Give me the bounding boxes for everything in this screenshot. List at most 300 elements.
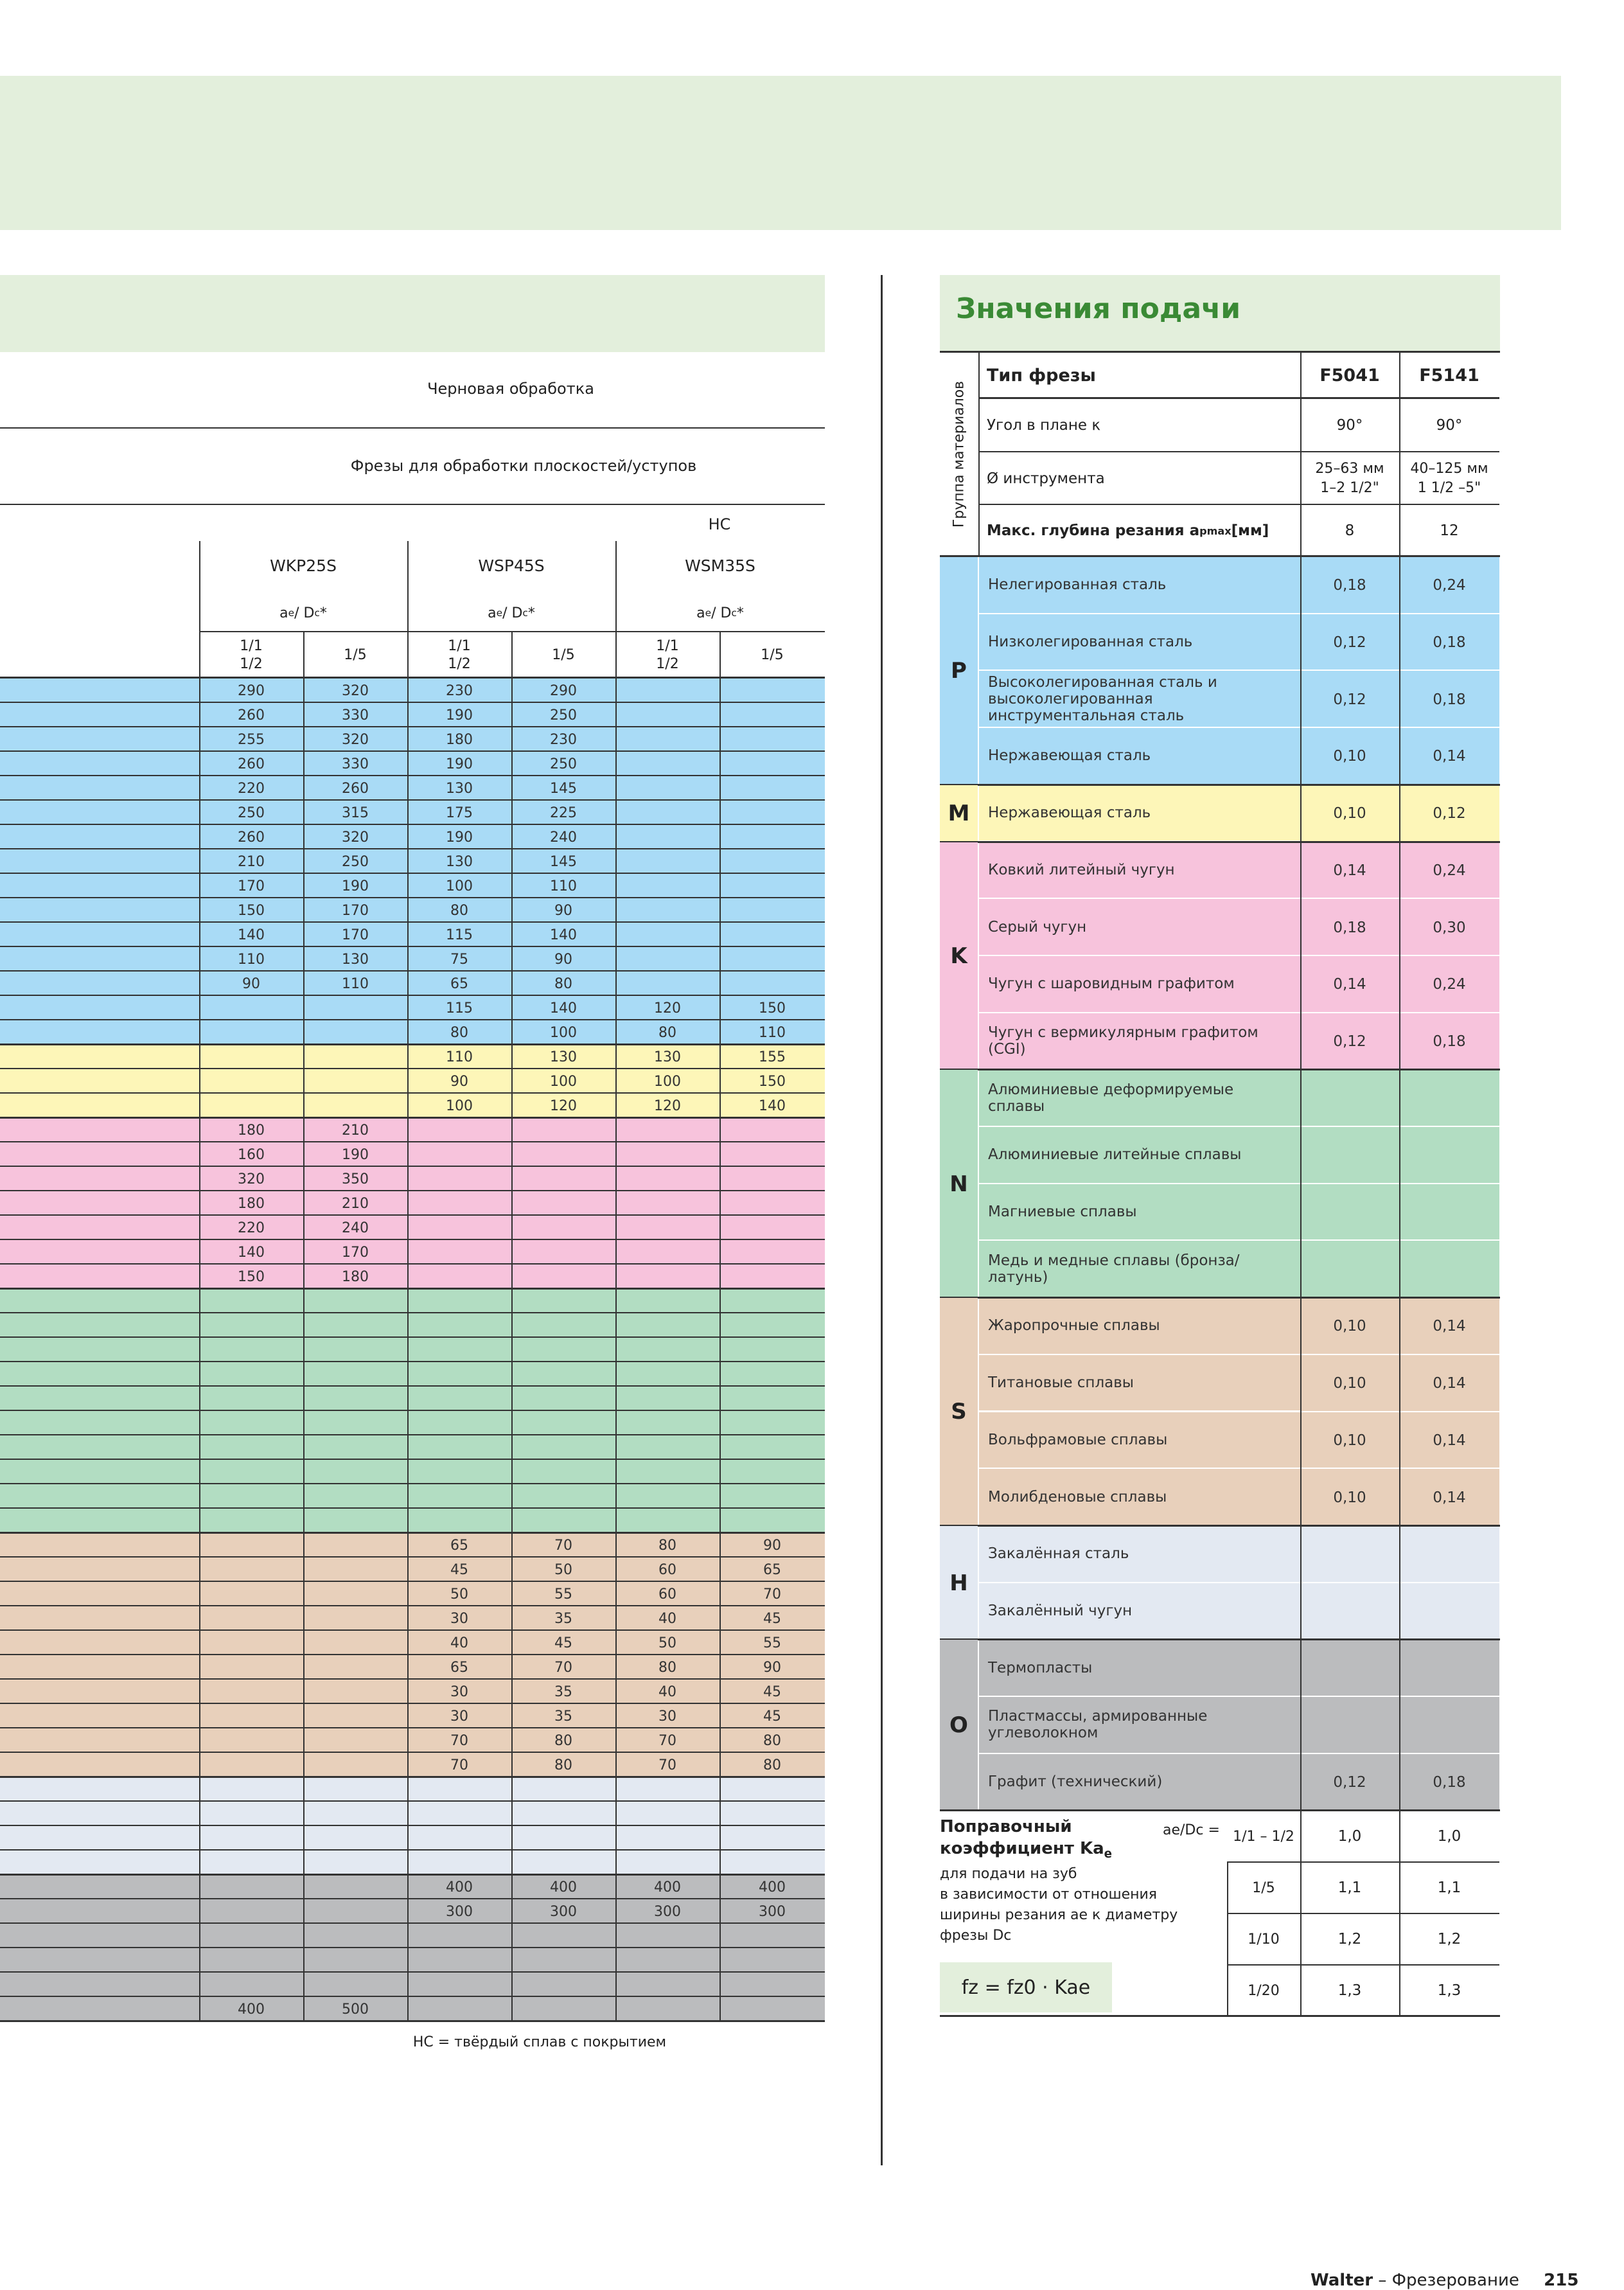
table-cell (199, 1899, 303, 1924)
table-cell: 90 (242, 975, 260, 992)
table-cell: 65 (450, 975, 468, 992)
grid-line (407, 679, 409, 2021)
table-cell: 350 (342, 1171, 369, 1187)
table-cell: 150 (238, 1268, 265, 1285)
table-cell: 170 (342, 927, 369, 943)
table-cell (199, 1509, 303, 1533)
table-cell (615, 1924, 719, 1948)
table-cell (303, 1338, 407, 1362)
table-cell: 45 (450, 1561, 468, 1578)
table-cell (511, 1142, 615, 1167)
table-cell (407, 1826, 511, 1851)
table-cell (719, 1997, 825, 2021)
feed-value-f5041 (1300, 1070, 1399, 1127)
group-letter-h: H (940, 1526, 978, 1640)
table-cell (407, 1411, 511, 1435)
table-cell (615, 1460, 719, 1484)
table-cell (407, 1851, 511, 1875)
feed-value-f5141: 0,14 (1399, 1469, 1499, 1526)
table-cell: 150 (238, 902, 265, 919)
group-letter-m: M (940, 785, 978, 842)
grid-line (1300, 352, 1302, 556)
table-cell (199, 1094, 303, 1118)
table-cell: 140 (550, 927, 577, 943)
table-cell (199, 1460, 303, 1484)
ratio-value: 1/1 – 1/2 (1233, 1828, 1294, 1845)
grid-line (978, 557, 979, 1811)
table-cell (615, 1167, 719, 1191)
feed-value-f5141: 0,18 (1399, 1754, 1499, 1811)
head-label: Тип фрезы (987, 365, 1096, 386)
correction-title: Поправочный (940, 1817, 1072, 1837)
table-cell: 190 (342, 1146, 369, 1163)
table-cell (719, 874, 825, 898)
table-cell (615, 679, 719, 703)
table-cell: 50 (658, 1635, 676, 1651)
table-cell: 400 (759, 1879, 786, 1895)
table-cell (407, 1216, 511, 1240)
table-cell (303, 1362, 407, 1387)
table-cell (511, 1997, 615, 2021)
table-cell: 115 (446, 927, 473, 943)
grade-wsm35s: WSM35S (685, 556, 755, 575)
table-cell (199, 996, 303, 1020)
table-cell (719, 1826, 825, 1851)
table-cell (303, 1924, 407, 1948)
table-cell: 110 (759, 1024, 786, 1041)
table-cell (199, 1338, 303, 1362)
tool-diameter (1300, 452, 1399, 505)
table-cell (615, 1777, 719, 1802)
feed-value-f5041: 0,12 (1300, 671, 1399, 728)
table-cell: 40 (658, 1610, 676, 1627)
table-cell: 250 (238, 804, 265, 821)
grade-wkp25s: WKP25S (270, 556, 337, 575)
table-cell: 400 (238, 2001, 265, 2018)
table-cell (511, 1484, 615, 1509)
feed-value-f5141: 0,14 (1399, 728, 1499, 785)
column-label-line: 1/1 (656, 638, 679, 654)
table-cell (511, 1387, 615, 1411)
table-cell (303, 1655, 407, 1680)
table-cell (303, 1387, 407, 1411)
table-cell: 110 (342, 975, 369, 992)
head-label: Угол в плане κ (987, 417, 1100, 434)
table-cell (615, 1240, 719, 1265)
table-cell (719, 849, 825, 874)
table-cell (303, 996, 407, 1020)
table-cell (615, 1387, 719, 1411)
column-label (407, 635, 511, 676)
table-cell (511, 1216, 615, 1240)
grid-line (199, 679, 200, 2021)
table-cell (199, 1411, 303, 1435)
table-cell: 30 (450, 1610, 468, 1627)
table-cell (719, 1435, 825, 1460)
table-cell: 65 (763, 1561, 781, 1578)
table-cell: 70 (450, 1757, 468, 1773)
table-cell: 45 (763, 1683, 781, 1700)
table-cell: 170 (342, 902, 369, 919)
group-letter-s: S (940, 1298, 978, 1526)
table-cell: 80 (763, 1732, 781, 1749)
table-cell (615, 972, 719, 996)
table-cell (303, 1045, 407, 1069)
hc-label: HC (708, 515, 731, 533)
feed-value-f5141: 0,24 (1399, 557, 1499, 614)
material-row-label: Нержавеющая сталь (979, 728, 1300, 785)
feed-value-f5041: 0,18 (1300, 557, 1399, 614)
table-cell: 100 (446, 1097, 473, 1114)
ratio-label: a e / D c * (696, 605, 744, 621)
table-cell (719, 1460, 825, 1484)
table-cell (303, 1582, 407, 1606)
table-cell (199, 1606, 303, 1631)
grid-line (303, 631, 304, 679)
group-letter-n: N (940, 1070, 978, 1298)
grid-line (511, 679, 513, 2021)
table-cell (511, 1802, 615, 1826)
feed-value-f5041 (1300, 1640, 1399, 1697)
correction-description: для подачи на зуб (940, 1866, 1077, 1883)
table-cell: 175 (446, 804, 473, 821)
table-cell: 130 (550, 1049, 577, 1065)
table-cell (511, 1362, 615, 1387)
table-cell (199, 1631, 303, 1655)
table-cell: 220 (238, 1220, 265, 1236)
table-cell (511, 1191, 615, 1216)
feed-value-f5141 (1399, 1184, 1499, 1241)
table-cell (615, 1313, 719, 1338)
table-cell: 180 (238, 1122, 265, 1139)
table-cell (719, 1216, 825, 1240)
table-cell (615, 923, 719, 947)
feed-value-f5141 (1399, 1640, 1499, 1697)
table-cell: 30 (450, 1708, 468, 1725)
grid-line (1399, 1811, 1400, 2016)
table-cell (719, 801, 825, 825)
table-cell: 70 (763, 1586, 781, 1602)
table-cell (199, 1851, 303, 1875)
table-cell: 315 (342, 804, 369, 821)
grid-line (1300, 557, 1302, 1811)
table-cell (407, 1509, 511, 1533)
table-cell (303, 1020, 407, 1045)
feed-value-f5041: 0,14 (1300, 842, 1399, 900)
feed-value-f5141: 0,24 (1399, 842, 1499, 900)
table-cell: 120 (654, 1097, 681, 1114)
divider (1227, 1964, 1499, 1966)
table-cell: 70 (554, 1659, 572, 1676)
table-cell: 300 (759, 1903, 786, 1920)
table-cell (303, 1411, 407, 1435)
table-cell: 110 (550, 878, 577, 894)
table-cell (719, 1387, 825, 1411)
table-cell: 320 (342, 682, 369, 699)
material-row-label: Титановые сплавы (979, 1355, 1300, 1412)
table-cell: 40 (450, 1635, 468, 1651)
table-cell (303, 1973, 407, 1997)
correction-f5141: 1,3 (1437, 1982, 1461, 2000)
table-cell (199, 1973, 303, 1997)
table-cell (407, 1338, 511, 1362)
table-cell: 255 (238, 731, 265, 748)
table-cell (303, 1509, 407, 1533)
table-cell (199, 1387, 303, 1411)
table-cell (719, 1924, 825, 1948)
table-cell (511, 1435, 615, 1460)
table-cell (719, 1948, 825, 1973)
table-cell (511, 1973, 615, 1997)
table-cell (407, 1924, 511, 1948)
table-cell (303, 1558, 407, 1582)
table-cell: 50 (554, 1561, 572, 1578)
feed-value-f5141 (1399, 1697, 1499, 1754)
column-label (511, 635, 615, 676)
table-cell (719, 1484, 825, 1509)
table-cell: 80 (658, 1537, 676, 1554)
table-cell: 80 (554, 1757, 572, 1773)
table-cell: 55 (554, 1586, 572, 1602)
feed-value-f5041: 0,10 (1300, 728, 1399, 785)
grid-line (615, 541, 617, 679)
feed-value-f5141: 0,14 (1399, 1298, 1499, 1355)
feed-value-f5041 (1300, 1127, 1399, 1184)
table-cell: 90 (554, 951, 572, 968)
material-row-label: Термопласты (979, 1640, 1300, 1697)
table-cell (303, 1948, 407, 1973)
group-divider (940, 1297, 1500, 1299)
table-cell (719, 1973, 825, 1997)
table-cell (615, 1411, 719, 1435)
table-cell (719, 1265, 825, 1289)
table-cell (615, 1484, 719, 1509)
left-title-band (0, 275, 825, 352)
table-cell: 400 (446, 1879, 473, 1895)
table-cell: 130 (654, 1049, 681, 1065)
vertical-label-text: Группа материалов (951, 380, 967, 528)
table-cell: 110 (238, 951, 265, 968)
table-cell: 80 (554, 1732, 572, 1749)
table-cell (615, 825, 719, 849)
table-cell: 140 (238, 1244, 265, 1261)
table-cell (719, 727, 825, 752)
column-label-line: 1/2 (656, 656, 679, 672)
table-cell: 180 (342, 1268, 369, 1285)
grid-line (1399, 557, 1400, 1811)
table-cell (511, 1460, 615, 1484)
table-cell (407, 1142, 511, 1167)
table-cell (303, 1631, 407, 1655)
group-divider (940, 784, 1500, 786)
correction-f5141: 1,1 (1437, 1879, 1461, 1897)
grid-line (407, 541, 409, 679)
correction-f5141: 1,0 (1437, 1828, 1461, 1845)
table-cell: 80 (763, 1757, 781, 1773)
table-cell (199, 1680, 303, 1704)
table-cell (303, 1094, 407, 1118)
table-cell: 500 (342, 2001, 369, 2018)
table-cell: 80 (450, 1024, 468, 1041)
material-row-label: Вольфрамовые сплавы (979, 1412, 1300, 1469)
table-cell: 30 (658, 1708, 676, 1725)
table-cell (719, 1142, 825, 1167)
table-cell: 70 (658, 1757, 676, 1773)
material-row-label: Алюминиевые деформируемые сплавы (979, 1070, 1300, 1127)
correction-f5141: 1,2 (1437, 1931, 1461, 1948)
ratio-value: 1/20 (1248, 1982, 1280, 1999)
divider (0, 504, 825, 505)
table-cell (615, 1338, 719, 1362)
table-cell (407, 1362, 511, 1387)
table-cell: 190 (446, 829, 473, 846)
table-cell (615, 1435, 719, 1460)
table-cell: 110 (446, 1049, 473, 1065)
footer-section: – Фрезерование (1373, 2271, 1519, 2290)
ratio-label: a e / D c * (279, 605, 327, 621)
table-cell (719, 923, 825, 947)
table-cell (199, 1362, 303, 1387)
table-cell (199, 1728, 303, 1753)
table-cell (719, 1240, 825, 1265)
table-cell (199, 1753, 303, 1777)
table-cell (407, 1802, 511, 1826)
table-cell: 320 (342, 731, 369, 748)
table-cell (303, 1899, 407, 1924)
table-cell: 230 (550, 731, 577, 748)
grid-line (303, 679, 304, 2021)
table-cell: 150 (759, 1000, 786, 1016)
feed-value-f5141: 0,12 (1399, 785, 1499, 842)
table-cell (719, 1777, 825, 1802)
table-cell (407, 1313, 511, 1338)
table-cell (303, 1313, 407, 1338)
table-cell (615, 1191, 719, 1216)
table-cell (199, 1484, 303, 1509)
tool-diameter-line: 25–63 мм (1315, 461, 1384, 477)
ratio-label: ae/Dc = (1163, 1822, 1220, 1839)
feed-value-f5041 (1300, 1241, 1399, 1298)
table-cell (511, 1313, 615, 1338)
table-cell: 260 (342, 780, 369, 797)
table-cell: 30 (450, 1683, 468, 1700)
table-cell: 250 (550, 707, 577, 723)
table-cell: 330 (342, 756, 369, 772)
table-cell (511, 1777, 615, 1802)
table-cell: 35 (554, 1610, 572, 1627)
feed-value-f5141 (1399, 1583, 1499, 1640)
feed-value-f5041 (1300, 1526, 1399, 1583)
table-cell: 190 (446, 756, 473, 772)
table-cell: 60 (658, 1561, 676, 1578)
material-group-vertical-label (940, 352, 980, 556)
table-cell: 300 (446, 1903, 473, 1920)
table-cell (719, 1362, 825, 1387)
feed-value-f5041: 0,10 (1300, 1298, 1399, 1355)
column-label (303, 635, 407, 676)
table-cell: 210 (342, 1122, 369, 1139)
table-cell: 170 (342, 1244, 369, 1261)
table-cell (615, 1973, 719, 1997)
column-label-line: 1/1 (448, 638, 471, 654)
table-cell (199, 1558, 303, 1582)
table-cell: 70 (658, 1732, 676, 1749)
table-cell (303, 1606, 407, 1631)
table-cell: 140 (238, 927, 265, 943)
table-cell: 180 (238, 1195, 265, 1212)
table-cell (407, 1118, 511, 1142)
table-cell (615, 1118, 719, 1142)
material-row-label: Высоколегированная сталь и высоколегированная инструментальная сталь (979, 671, 1300, 728)
feed-value-f5041: 0,12 (1300, 1013, 1399, 1070)
feed-value-f5141 (1399, 1127, 1499, 1184)
table-cell (615, 849, 719, 874)
grid-line (1227, 1862, 1228, 2016)
table-cell (511, 1167, 615, 1191)
depth-label: Макс. глубина резания a (987, 522, 1200, 539)
material-row-label: Ковкий литейный чугун (979, 842, 1300, 900)
feed-value-f5141: 0,14 (1399, 1355, 1499, 1412)
table-cell (719, 1191, 825, 1216)
material-row-label: Нержавеющая сталь (979, 785, 1300, 842)
group-divider (940, 1525, 1500, 1527)
table-cell (719, 1802, 825, 1826)
feed-value-f5041: 0,10 (1300, 1412, 1399, 1469)
head-value: 90° (1436, 417, 1463, 434)
table-cell (719, 1167, 825, 1191)
table-cell (719, 1313, 825, 1338)
group-letter-o: O (940, 1640, 978, 1811)
table-cell: 75 (450, 951, 468, 968)
table-cell (199, 1826, 303, 1851)
table-cell (615, 1826, 719, 1851)
table-cell: 65 (450, 1659, 468, 1676)
table-cell (303, 1875, 407, 1899)
tool-diameter (1399, 452, 1499, 505)
correction-title-2 (940, 1839, 1112, 1861)
material-row-label: Чугун с шаровидным графитом (979, 956, 1300, 1013)
table-cell (511, 1240, 615, 1265)
table-cell: 250 (550, 756, 577, 772)
table-cell (407, 1289, 511, 1313)
table-cell (615, 1362, 719, 1387)
table-cell: 160 (238, 1146, 265, 1163)
table-cell (407, 1484, 511, 1509)
table-cell (719, 947, 825, 972)
table-cell: 60 (658, 1586, 676, 1602)
table-cell (719, 972, 825, 996)
formula-box: fz = fz0 · Kae (940, 1962, 1112, 2012)
table-cell (719, 825, 825, 849)
table-cell (511, 1118, 615, 1142)
table-cell (615, 1289, 719, 1313)
footnote: HC = твёрдый сплав с покрытием (412, 2034, 667, 2050)
table-cell: 225 (550, 804, 577, 821)
column-label-line: 1/2 (448, 656, 471, 672)
correction-description: в зависимости от отношения (940, 1886, 1158, 1903)
table-cell: 400 (654, 1879, 681, 1895)
table-cell (303, 1826, 407, 1851)
table-cell (511, 1289, 615, 1313)
table-cell: 120 (550, 1097, 577, 1114)
table-cell: 45 (554, 1635, 572, 1651)
table-cell (615, 898, 719, 923)
table-cell: 80 (554, 975, 572, 992)
material-row-label: Низколегированная сталь (979, 614, 1300, 671)
head-value: F5141 (1419, 365, 1479, 386)
table-cell: 210 (238, 853, 265, 870)
table-cell (719, 703, 825, 727)
